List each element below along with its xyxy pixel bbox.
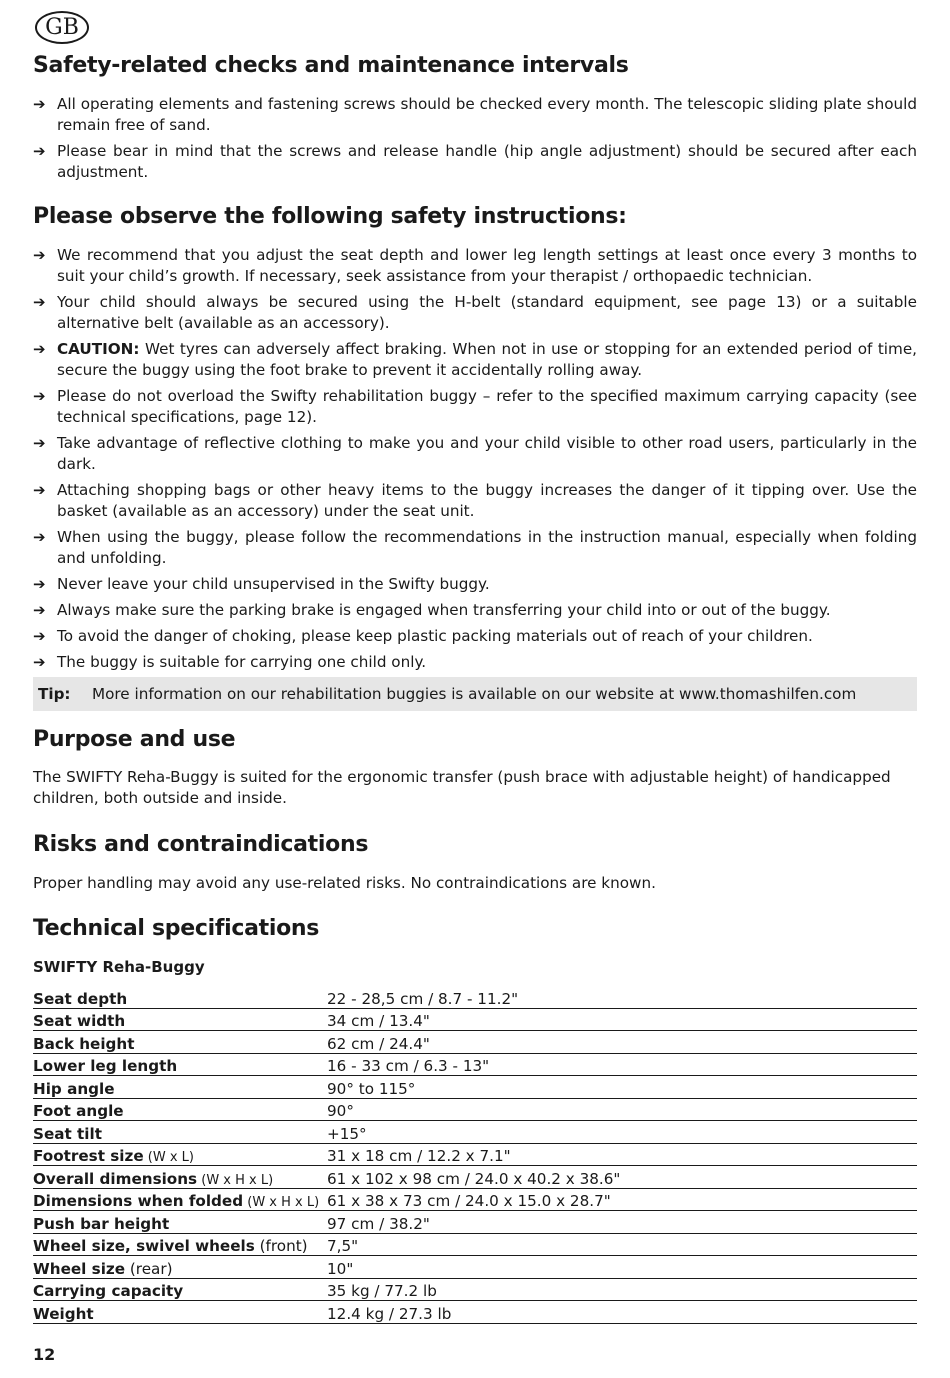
list-item: ➔ Your child should always be secured using the H-belt (standard equipment, see page 13) or a suitable alternative belt (available as an accessory). bbox=[33, 293, 917, 332]
list-item: ➔ We recommend that you adjust the seat depth and lower leg length settings at least once every 3 months to suit your child’s growth. If necessary, seek assistance from your therapist / orthopaedic technician. bbox=[33, 246, 917, 285]
spec-value: +15° bbox=[327, 1121, 917, 1144]
spec-note: (front) bbox=[254, 1237, 308, 1255]
arrow-icon: ➔ bbox=[33, 293, 46, 311]
specs-table bbox=[33, 986, 917, 1324]
list-item: ➔ Attaching shopping bags or other heavy items to the buggy increases the danger of it tipping over. Use the basket (available as an accessory) under the seat unit. bbox=[33, 481, 917, 520]
arrow-icon: ➔ bbox=[33, 142, 46, 160]
spec-value: 61 x 38 x 73 cm / 24.0 x 15.0 x 28.7" bbox=[327, 1188, 917, 1211]
list-item: ➔ Always make sure the parking brake is engaged when transferring your child into or out of the buggy. bbox=[33, 601, 831, 619]
list-item: ➔ CAUTION: Wet tyres can adversely affect braking. When not in use or stopping for an extended period of time, secure the buggy using the foot brake to prevent it accidentally rolling away. bbox=[33, 340, 917, 379]
arrow-icon: ➔ bbox=[33, 601, 46, 619]
spec-value: 12.4 kg / 27.3 lb bbox=[327, 1301, 917, 1324]
arrow-icon: ➔ bbox=[33, 95, 46, 113]
table-row bbox=[33, 1211, 917, 1234]
spec-note: (W x L) bbox=[143, 1150, 194, 1165]
table-row bbox=[33, 1076, 917, 1099]
spec-value: 35 kg / 77.2 lb bbox=[327, 1278, 917, 1301]
arrow-icon: ➔ bbox=[33, 340, 46, 358]
spec-label: Carrying capacity bbox=[33, 1278, 327, 1301]
spec-value: 10" bbox=[327, 1256, 917, 1279]
page-number: 12 bbox=[33, 1345, 56, 1364]
arrow-icon: ➔ bbox=[33, 575, 46, 593]
section-title-maintenance: Safety-related checks and maintenance intervals bbox=[33, 53, 629, 78]
list-item: ➔ When using the buggy, please follow the recommendations in the instruction manual, especially when folding and unfolding. bbox=[33, 528, 917, 567]
table-row bbox=[33, 1031, 917, 1054]
arrow-icon: ➔ bbox=[33, 481, 46, 499]
spec-label: Lower leg length bbox=[33, 1053, 327, 1076]
risks-text: Proper handling may avoid any use-related risks. No contraindications are known. bbox=[33, 874, 656, 892]
safety-list bbox=[33, 245, 917, 678]
spec-value: 90° to 115° bbox=[327, 1076, 917, 1099]
table-row bbox=[33, 1301, 917, 1324]
spec-label: Seat tilt bbox=[33, 1121, 327, 1144]
spec-value: 62 cm / 24.4" bbox=[327, 1031, 917, 1054]
spec-value: 61 x 102 x 98 cm / 24.0 x 40.2 x 38.6" bbox=[327, 1166, 917, 1189]
list-item: ➔ Please do not overload the Swifty rehabilitation buggy – refer to the specified maximum carrying capacity (see technical specifications, page 12). bbox=[33, 387, 917, 426]
spec-label: Footrest size (W x L) bbox=[33, 1143, 327, 1166]
table-row bbox=[33, 1256, 917, 1279]
spec-value: 97 cm / 38.2" bbox=[327, 1211, 917, 1234]
table-row bbox=[33, 1278, 917, 1301]
tip-box bbox=[33, 677, 917, 711]
spec-label: Overall dimensions (W x H x L) bbox=[33, 1166, 327, 1189]
spec-value: 34 cm / 13.4" bbox=[327, 1008, 917, 1031]
list-item: ➔ Take advantage of reflective clothing to make you and your child visible to other road users, particularly in the dark. bbox=[33, 434, 917, 473]
maintenance-list bbox=[33, 94, 917, 183]
spec-value: 16 - 33 cm / 6.3 - 13" bbox=[327, 1053, 917, 1076]
spec-label: Back height bbox=[33, 1031, 327, 1054]
spec-note: (W x H x L) bbox=[243, 1195, 320, 1210]
specs-subtitle: SWIFTY Reha-Buggy bbox=[33, 958, 205, 976]
spec-note: (W x H x L) bbox=[197, 1172, 274, 1188]
spec-value: 31 x 18 cm / 12.2 x 7.1" bbox=[327, 1143, 917, 1166]
section-title-purpose: Purpose and use bbox=[33, 727, 236, 752]
table-row bbox=[33, 1188, 917, 1211]
arrow-icon: ➔ bbox=[33, 387, 46, 405]
spec-label: Hip angle bbox=[33, 1076, 327, 1099]
arrow-icon: ➔ bbox=[33, 434, 46, 452]
section-title-risks: Risks and contraindications bbox=[33, 832, 369, 857]
spec-label: Wheel size, swivel wheels (front) bbox=[33, 1233, 327, 1256]
caution-label: CAUTION: bbox=[57, 340, 140, 358]
list-item: ➔ To avoid the danger of choking, please keep plastic packing materials out of reach of your children. bbox=[33, 627, 813, 645]
spec-label: Push bar height bbox=[33, 1211, 327, 1234]
section-title-safety: Please observe the following safety instructions: bbox=[33, 204, 627, 229]
list-item: ➔ The buggy is suitable for carrying one child only. bbox=[33, 653, 427, 671]
tip-text: More information on our rehabilitation buggies is available on our website at www.thomashilfen.com bbox=[92, 685, 857, 703]
table-row bbox=[33, 1166, 917, 1189]
purpose-text: The SWIFTY Reha-Buggy is suited for the ergonomic transfer (push brace with adjustable height) of handicapped children, both outside and inside. bbox=[33, 768, 891, 807]
spec-label: Wheel size (rear) bbox=[33, 1256, 327, 1279]
spec-label: Foot angle bbox=[33, 1098, 327, 1121]
spec-value: 22 - 28,5 cm / 8.7 - 11.2" bbox=[327, 986, 917, 1008]
tip-label: Tip: bbox=[38, 685, 71, 703]
list-item: ➔ All operating elements and fastening screws should be checked every month. The telescopic sliding plate should remain free of sand. bbox=[33, 95, 917, 134]
spec-note: (rear) bbox=[125, 1259, 173, 1278]
section-title-specs: Technical specifications bbox=[33, 916, 320, 941]
table-row bbox=[33, 986, 917, 1008]
spec-value: 7,5" bbox=[327, 1233, 917, 1256]
table-row bbox=[33, 1098, 917, 1121]
arrow-icon: ➔ bbox=[33, 528, 46, 546]
table-row bbox=[33, 1143, 917, 1166]
spec-value: 90° bbox=[327, 1098, 917, 1121]
list-item: ➔ Please bear in mind that the screws and release handle (hip angle adjustment) should be secured after each adjustment. bbox=[33, 142, 917, 181]
arrow-icon: ➔ bbox=[33, 246, 46, 264]
arrow-icon: ➔ bbox=[33, 627, 46, 645]
list-item: ➔ Never leave your child unsupervised in the Swifty buggy. bbox=[33, 575, 490, 593]
table-row bbox=[33, 1121, 917, 1144]
arrow-icon: ➔ bbox=[33, 653, 46, 671]
spec-label: Dimensions when folded (W x H x L) bbox=[33, 1188, 327, 1211]
spec-label: Seat width bbox=[33, 1008, 327, 1031]
spec-label: Seat depth bbox=[33, 986, 327, 1008]
spec-label: Weight bbox=[33, 1301, 327, 1324]
table-row bbox=[33, 1233, 917, 1256]
language-badge: GB bbox=[35, 11, 89, 44]
table-row bbox=[33, 1008, 917, 1031]
table-row bbox=[33, 1053, 917, 1076]
